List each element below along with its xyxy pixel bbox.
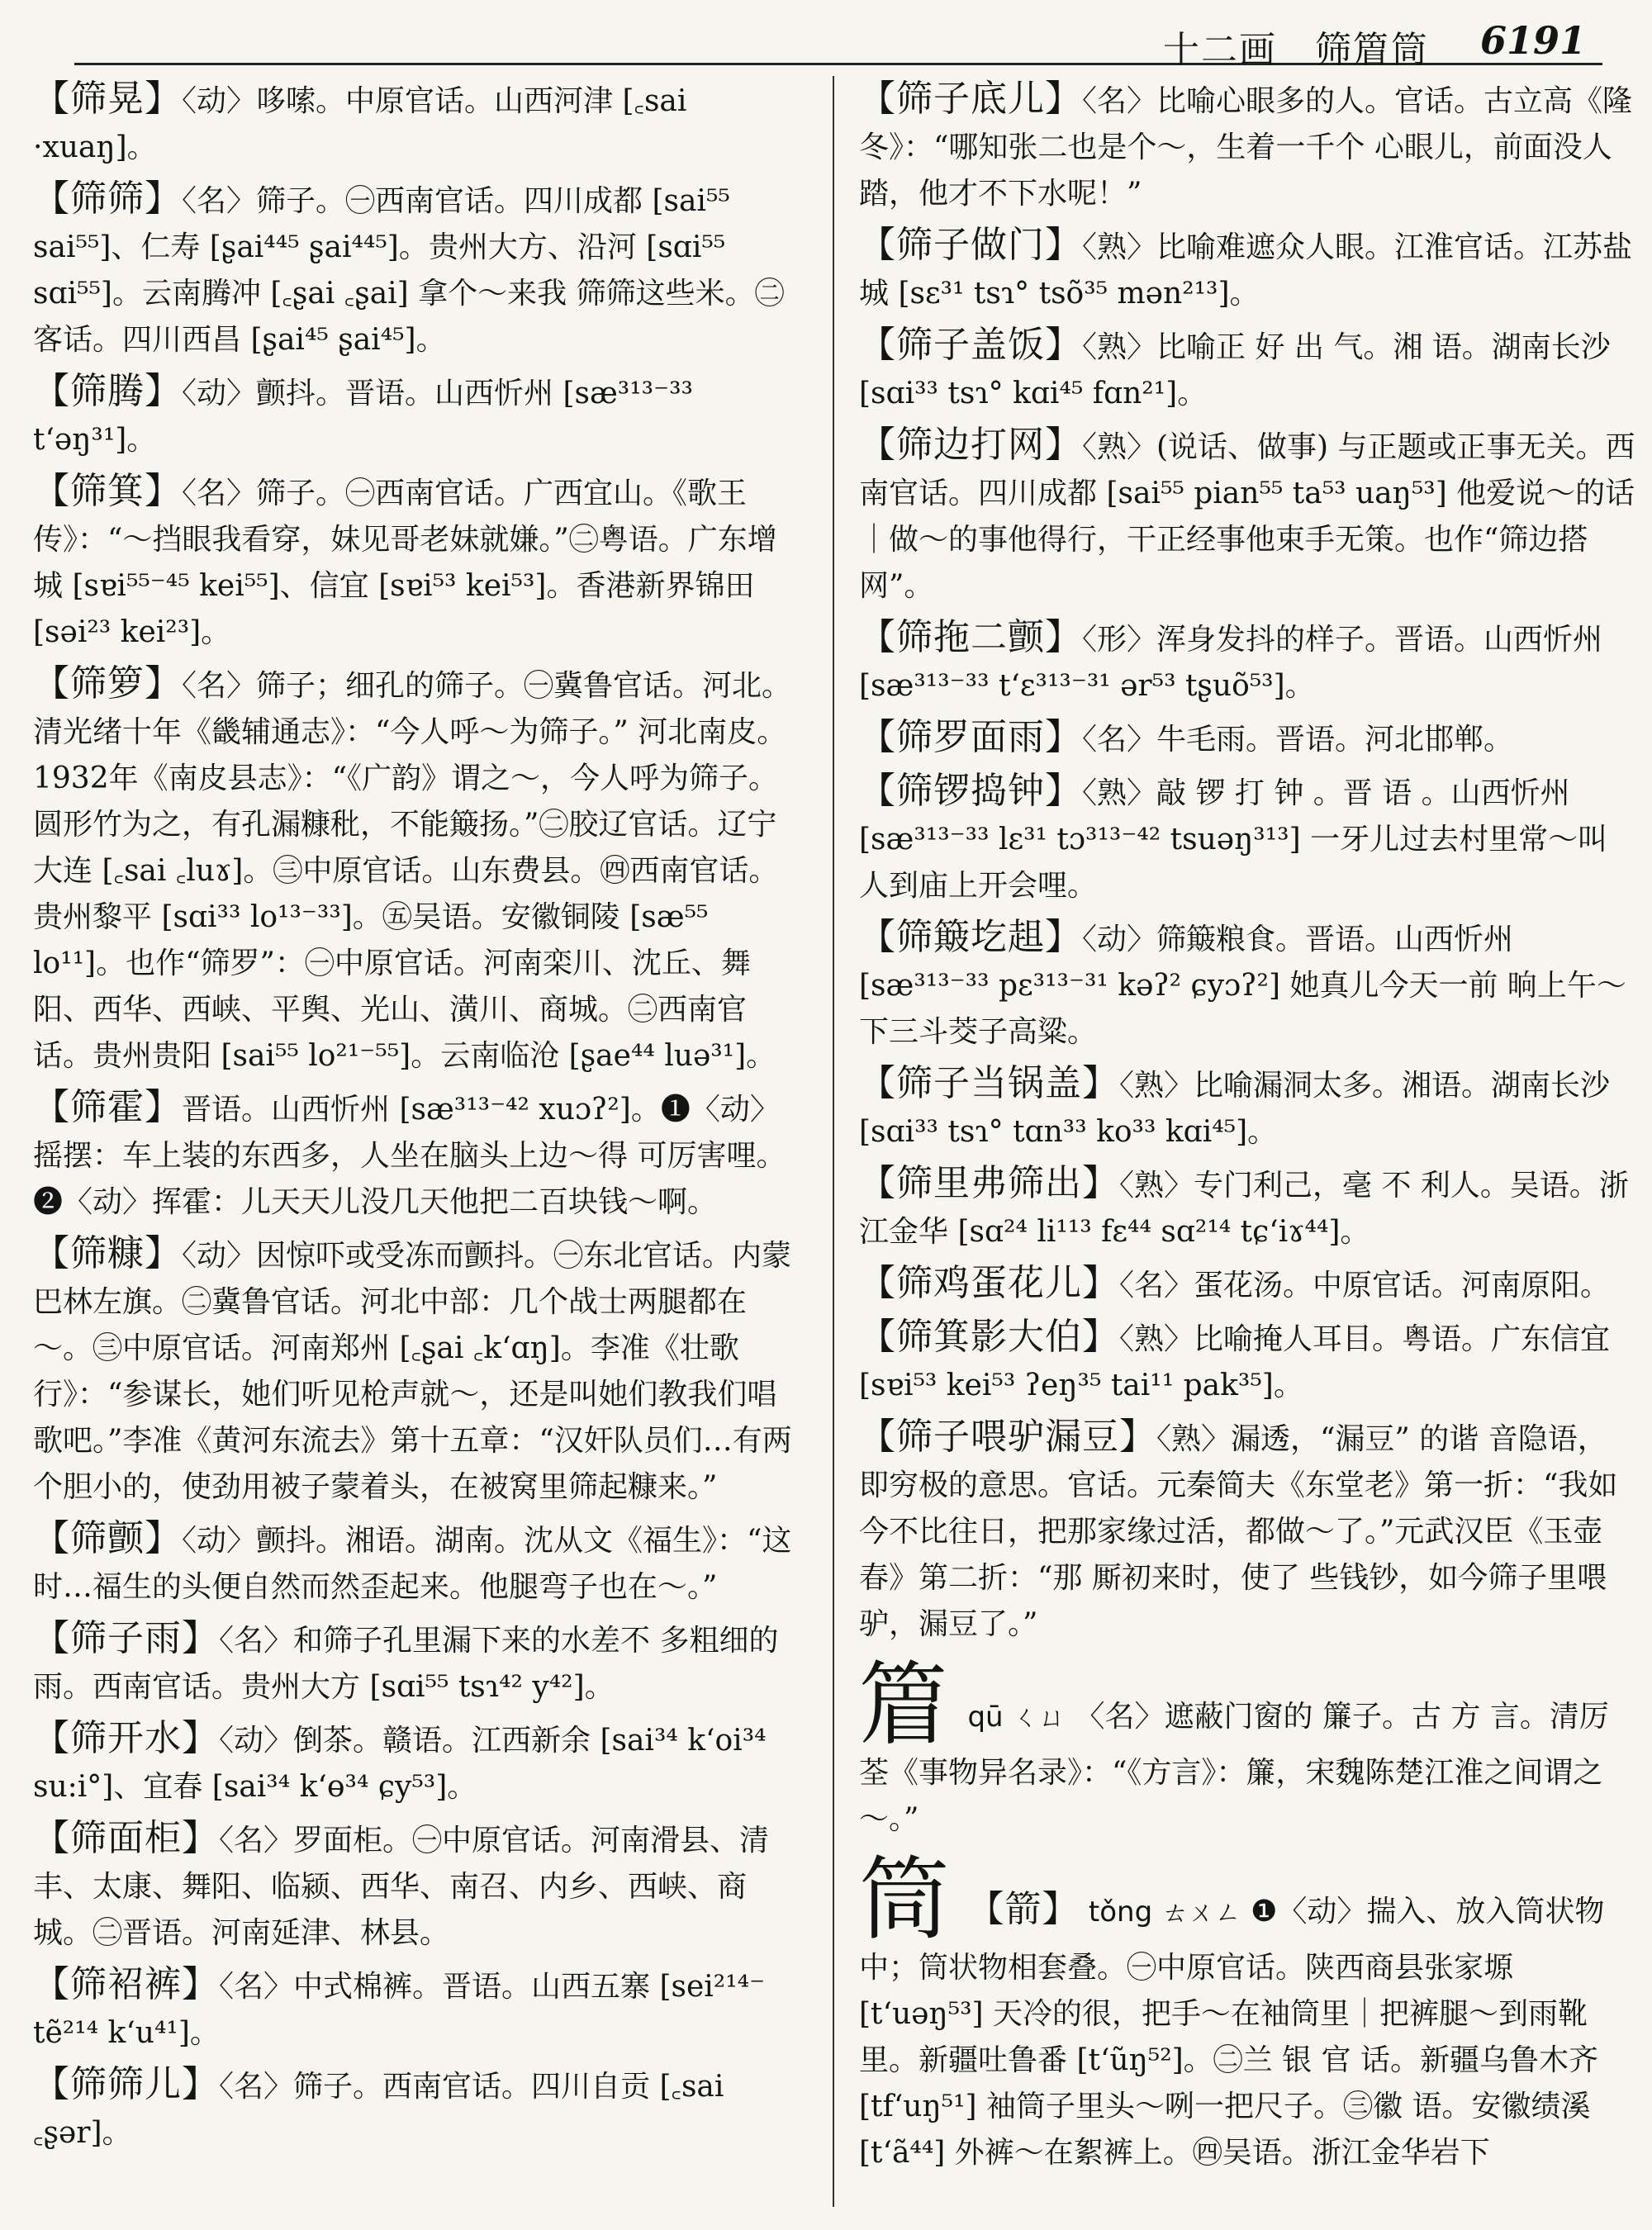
definition: 〈名〉中式棉裤。晋语。山西五寨 [sei²¹⁴⁻ tẽ²¹⁴ k‘u⁴¹]。: [33, 1970, 766, 2050]
headword: 【筛簸圪趄】: [859, 916, 1082, 958]
headword: 【筛鸡蛋花儿】: [859, 1262, 1119, 1304]
definition: 〈动〉颤抖。晋语。山西忻州 [sæ³¹³⁻³³ t‘əŋ³¹]。: [33, 377, 693, 457]
definition: 〈名〉筛子。㊀西南官话。四川成都 [sai⁵⁵ sai⁵⁵]、仁寿 [ʂai⁴⁴⁵ ʂai⁴⁴⁵]。贵州大方、沿河 [sɑi⁵⁵ sɑi⁵⁵]。云南腾冲 [꜀ʂai ꜀ʂai] 拿个～来我 筛筛这些米。㊁客话。四川西昌 [ʂai⁴⁵ ʂai⁴⁵]。: [33, 184, 785, 357]
entry: [859, 1160, 1635, 1255]
headword: 【筛子盖饭】: [859, 324, 1082, 366]
entry-character: 筒: [859, 1847, 950, 1952]
headword: 【筛边打网】: [859, 424, 1082, 466]
pinyin: tǒng: [1088, 1896, 1153, 1929]
headword: 【筛霍】: [33, 1086, 182, 1128]
entry: [33, 1962, 801, 2057]
headword: 【筛子底儿】: [859, 78, 1082, 120]
entry: [859, 1060, 1635, 1155]
definition: 〈熟〉比喻漏洞太多。湘语。湖南长沙 [sɑi³³ tsɿ° tɑn³³ ko³³ kɑi⁴⁵]。: [859, 1069, 1611, 1149]
headword: 【筛子雨】: [33, 1617, 219, 1659]
entry: [33, 1815, 801, 1957]
entry: [859, 714, 1635, 763]
headword: 【筛拖二颤】: [859, 616, 1082, 658]
headword: 【筛糠】: [33, 1232, 182, 1274]
definition: 〈动〉筛簸粮食。晋语。山西忻州 [sæ³¹³⁻³³ pɛ³¹³⁻³¹ kəʔ² ɕyɔʔ²] 她真儿今天一前 晌上午～下三斗茭子高粱。: [859, 923, 1626, 1049]
headword: 【筛锣捣钟】: [859, 770, 1082, 812]
left-column: [33, 76, 801, 2215]
definition: 〈名〉牛毛雨。晋语。河北邯郸。: [1082, 723, 1514, 757]
headword: 【筛颤】: [33, 1517, 182, 1559]
entry: [859, 422, 1635, 610]
entry: [33, 2062, 801, 2156]
entry: [33, 661, 801, 1079]
headword: 【筛子做门】: [859, 224, 1082, 266]
entry: [859, 768, 1635, 909]
headword: 【筛筛】: [33, 178, 182, 220]
page-number: 6191: [1479, 18, 1586, 63]
definition: 〈动〉因惊吓或受冻而颤抖。㊀东北官话。内蒙巴林左旗。㊁冀鲁官话。河北中部：几个战士两腿都在～。㊂中原官话。河南郑州 [꜀ʂai ꜀k‘ɑŋ]。李准《壮歌行》：“参谋长，她们听见枪声就～，还是叫她们教我们唱歌吧。”李准《黄河东流去》第十五章：“汉奸队员们…有两个胆小的，使劲用被子蒙着头，在被窝里筛起糠来。”: [33, 1239, 792, 1504]
definition: 〈熟〉比喻难遮众人眼。江淮官话。江苏盐城 [sɛ³¹ tsɿ° tsõ³⁵ mən²¹³]。: [859, 230, 1633, 311]
definition: 〈名〉和筛子孔里漏下来的水差不 多粗细的雨。西南官话。贵州大方 [sɑi⁵⁵ tsɿ⁴² y⁴²]。: [33, 1624, 779, 1704]
definition: 〈形〉浑身发抖的样子。晋语。山西忻州 [sæ³¹³⁻³³ t‘ɛ³¹³⁻³¹ ər⁵³ tʂuõ⁵³]。: [859, 623, 1603, 703]
headword: 【筛里弗筛出】: [859, 1162, 1119, 1204]
entry-character: 篃: [859, 1652, 950, 1758]
definition: 〈动〉哆嗦。中原官话。山西河津 [꜀sai ·xuaŋ]。: [33, 84, 687, 164]
headword: 【筛面柜】: [33, 1817, 219, 1859]
character-entry: [859, 1652, 1635, 1843]
page-header: [74, 15, 1602, 71]
right-column: [859, 76, 1635, 2215]
headword: 【筛腾】: [33, 370, 182, 412]
definition: 〈名〉蛋花汤。中原官话。河南原阳。: [1119, 1269, 1611, 1302]
definition: 〈名〉遮蔽门窗的 簾子。古 方 言。清厉荃《事物异名录》：“《方言》：簾，宋魏陈楚江淮之间谓之～。”: [859, 1700, 1609, 1836]
zhuyin: ㄑㄩ: [1013, 1701, 1066, 1733]
definition: 〈名〉筛子；细孔的筛子。㊀冀鲁官话。河北。清光绪十年《畿辅通志》：“今人呼～为筛子。” 河北南皮。1932年《南皮县志》：“《广韵》谓之～，今人呼为筛子。圆形竹为之，有孔漏糠秕，不能簸扬。”㊁胶辽官话。辽宁大连 [꜀sai ꜀luɤ]。㊂中原官话。山东费县。㊃西南官话。贵州黎平 [sɑi³³ lo¹³⁻³³]。㊄吴语。安徽铜陵 [sæ⁵⁵ lo¹¹]。也作“筛罗”：㊀中原官话。河南栾川、沈丘、舞阳、西华、西峡、平舆、光山、潢川、商城。㊁西南官话。贵州贵阳 [sai⁵⁵ lo²¹⁻⁵⁵]。云南临沧 [ʂae⁴⁴ luə³¹]。: [33, 669, 792, 1073]
headword: 【筛开水】: [33, 1717, 219, 1759]
entry: [859, 1314, 1635, 1409]
pinyin: qū: [967, 1701, 1004, 1734]
definition: 〈动〉颤抖。湘语。湖南。沈从文《福生》：“这时…福生的头便自然而然歪起来。他腿弯子也在～。”: [33, 1524, 792, 1604]
headword: 【筛箩】: [33, 662, 182, 705]
definition: 〈熟〉敲 锣 打 钟 。晋 语 。山西忻州 [sæ³¹³⁻³³ lɛ³¹ tɔ³¹³⁻⁴² tsuəŋ³¹³] 一牙儿过去村里常～叫人到庙上开会哩。: [859, 776, 1608, 903]
variant-character: 【箭】: [967, 1888, 1080, 1930]
headword: 【筛子喂驴漏豆】: [859, 1416, 1156, 1458]
headword: 【筛袑裤】: [33, 1963, 219, 2005]
entry: [859, 222, 1635, 317]
definition: 〈名〉罗面柜。㊀中原官话。河南滑县、清丰、太康、舞阳、临颍、西华、南召、内乡、西峡、商城。㊁晋语。河南延津、林县。: [33, 1824, 770, 1950]
definition: 〈熟〉漏透，“漏豆” 的谐 音隐语，即穷极的意思。官话。元秦简夫《东堂老》第一折：“我如今不比往日，把那家缘过活，都做～了。”元武汉臣《玉壶春》第二折：“那 厮初来时，使了 些钱钞，如今筛子里喂驴，漏豆了。”: [859, 1422, 1618, 1641]
definition: 晋语。山西忻州 [sæ³¹³⁻⁴² xuɔʔ²]。❶〈动〉摇摆：车上装的东西多，人坐在脑头上边～得 可厉害哩。❷〈动〉挥霍：儿天天儿没几天他把二百块钱～啊。: [33, 1093, 786, 1219]
chapter-heading: 十二画 筛篃筒: [1163, 29, 1429, 71]
character-entry: [859, 1847, 1635, 2176]
zhuyin: ㄊㄨㄥ: [1161, 1896, 1241, 1928]
definition: 〈熟〉(说话、做事) 与正题或正事无关。西南官话。四川成都 [sai⁵⁵ pian⁵⁵ ta⁵³ uaŋ⁵³] 他爱说～的话｜做～的事他得行，干正经事他束手无策。也作“筛边搭网”。: [859, 430, 1635, 603]
entry: [859, 76, 1635, 217]
definition: ❶〈动〉揣入、放入筒状物中；筒状物相套叠。㊀中原官话。陕西商县张家塬 [t‘uəŋ⁵³] 天冷的很，把手～在袖筒里｜把裤腿～到雨靴里。新疆吐鲁番 [t‘ũŋ⁵²]。㊁兰 银 官 话。新疆乌鲁木齐 [tf‘uŋ⁵¹] 袖筒子里头～咧一把尺子。㊂徽 语。安徽绩溪 [t‘ã⁴⁴] 外裤～在絮裤上。㊃吴语。浙江金华岩下: [859, 1895, 1605, 2170]
entry: [33, 76, 801, 171]
headword: 【筛晃】: [33, 78, 182, 120]
headword: 【筛箕影大伯】: [859, 1316, 1119, 1358]
definition: 〈熟〉专门利己，毫 不 利人。吴语。浙江金华 [sɑ²⁴ li¹¹³ fɛ⁴⁴ sɑ²¹⁴ tɕ‘iɤ⁴⁴]。: [859, 1169, 1629, 1249]
entry: [33, 1084, 801, 1226]
entry: [33, 1516, 801, 1611]
headword: 【筛筛儿】: [33, 2063, 219, 2105]
entry: [33, 176, 801, 363]
entry: [859, 1260, 1635, 1309]
definition: 〈名〉筛子。㊀西南官话。广西宜山。《歌王传》：“～挡眼我看穿，妹见哥老妹就嫌。”㊁粤语。广东增城 [sɐi⁵⁵⁻⁴⁵ kei⁵⁵]、信宜 [sɐi⁵³ kei⁵³]。香港新界锦田 [səi²³ kei²³]。: [33, 477, 777, 649]
entry: [859, 1414, 1635, 1648]
definition: 〈动〉倒茶。赣语。江西新余 [sai³⁴ k‘oi³⁴ su:i°]、宜春 [sai³⁴ k‘ɵ³⁴ ɕy⁵³]。: [33, 1724, 767, 1804]
headword: 【筛罗面雨】: [859, 716, 1082, 758]
definition: 〈名〉比喻心眼多的人。官话。古立高《隆冬》：“哪知张二也是个～，生着一千个 心眼儿，前面没人踏，他才不下水呢！”: [859, 84, 1633, 211]
entry: [33, 1616, 801, 1710]
entry: [33, 468, 801, 656]
entry: [33, 1715, 801, 1810]
entry: [33, 368, 801, 463]
entry: [859, 322, 1635, 417]
definition: 〈熟〉比喻掩人耳目。粤语。广东信宜 [sɐi⁵³ kei⁵³ ʔeŋ³⁵ tai¹¹ pak³⁵]。: [859, 1322, 1611, 1402]
definition: 〈名〉筛子。西南官话。四川自贡 [꜀sai ꜀ʂər]。: [33, 2070, 724, 2150]
column-divider: [833, 76, 834, 2207]
headword: 【筛子当锅盖】: [859, 1062, 1119, 1104]
entry: [859, 614, 1635, 709]
definition: 〈熟〉比喻正 好 出 气。湘 语。湖南长沙 [sɑi³³ tsɿ° kɑi⁴⁵ fɑn²¹]。: [859, 330, 1611, 410]
entry: [859, 914, 1635, 1056]
headword: 【筛箕】: [33, 470, 182, 512]
entry: [33, 1231, 801, 1511]
